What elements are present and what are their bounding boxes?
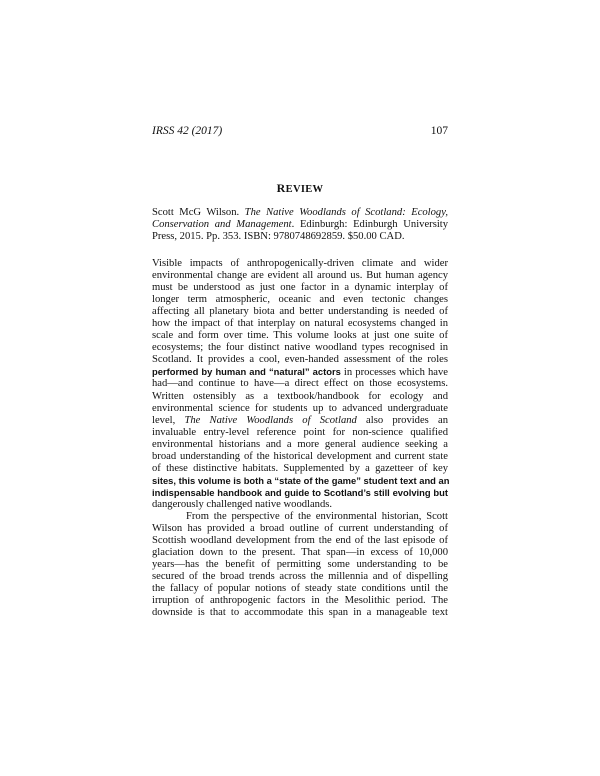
body-line: indispensable handbook and guide to Scotland’s still evolving but — [152, 486, 448, 498]
body-line: irruption of anthropogenic factors in the Mesolithic period. The — [152, 595, 448, 607]
review-body — [152, 258, 448, 619]
body-line: must be understood as just one factor in a dynamic interplay of — [152, 282, 448, 294]
body-line: affecting all planetary biota and better understanding is needed of — [152, 306, 448, 318]
section-title-initial: R — [276, 181, 286, 195]
citation-line: Press, 2015. Pp. 353. ISBN: 9780748692859. $50.00 CAD. — [152, 231, 405, 243]
body-run: level, — [152, 414, 185, 426]
body-run: also provides an — [356, 414, 449, 426]
citation-author: Scott McG Wilson. — [152, 207, 240, 218]
book-citation — [152, 207, 448, 243]
body-line — [152, 415, 448, 427]
body-line: downside is that to accommodate this span in a manageable text — [152, 607, 448, 619]
body-run: in processes which have — [340, 367, 448, 379]
body-line: invaluable entry-level reference point for non-science qualified — [152, 426, 448, 438]
body-line: years—has the benefit of permitting some understanding to be — [152, 559, 448, 571]
body-line: dangerously challenged native woodlands. — [152, 498, 333, 510]
body-line: longer term atmospheric, oceanic and even tectonic changes — [152, 294, 448, 306]
body-italic-title: The Native Woodlands of Scotland — [184, 414, 357, 426]
body-line: Scotland. It provides a cool, even-handed assessment of the roles — [152, 354, 448, 366]
citation-line — [152, 207, 448, 219]
body-bold-run: performed by human and “natural” actors — [152, 366, 341, 378]
body-line: Written ostensibly as a textbook/handbook for ecology and — [152, 390, 448, 402]
running-header — [152, 125, 448, 139]
citation-line — [152, 219, 448, 231]
body-line: Scottish woodland development from the end of the last episode of — [152, 535, 448, 547]
body-line: glaciation down to the present. That span—in excess of 10,000 — [152, 547, 448, 559]
body-line: environmental change are evident all around us. But human agency — [152, 270, 448, 282]
body-line: secured of the broad trends across the millennia and of dispelling — [152, 571, 448, 583]
citation-title-cont: Conservation and Management — [152, 219, 292, 231]
section-title — [152, 181, 448, 196]
body-line: how the impact of that interplay on natural ecosystems changed in — [152, 318, 448, 330]
body-line: environmental historians and a more general audience seeking a — [152, 438, 448, 450]
body-line: the fallacy of popular notions of steady state conditions until the — [152, 583, 448, 595]
body-line: broad understanding of the historical development and current state — [152, 450, 448, 462]
body-line: of these distinctive habitats. Supplemented by a gazetteer of key — [152, 462, 448, 474]
body-line: Visible impacts of anthropogenically-driven climate and wider — [152, 258, 448, 269]
journal-citation: IRSS 42 (2017) — [152, 125, 223, 137]
body-line: ecosystems; the four distinct native woodland types recognised in — [152, 342, 448, 354]
body-line — [152, 366, 448, 378]
body-line: Wilson has provided a broad outline of current understanding of — [152, 523, 448, 535]
body-line: environmental science for students up to advanced undergraduate — [152, 402, 448, 414]
body-line: sites, this volume is both a “state of the game” student text and an — [152, 474, 450, 486]
body-line: had—and continue to have—a direct effect on those ecosystems. — [152, 378, 448, 390]
citation-publisher: . Edinburgh: Edinburgh University — [291, 219, 448, 231]
page-number: 107 — [430, 125, 448, 137]
citation-title: The Native Woodlands of Scotland: Ecology, — [244, 207, 448, 218]
body-line: scale and form over time. This volume looks at just one suite of — [152, 330, 448, 342]
body-line: From the perspective of the environmental historian, Scott — [186, 510, 448, 522]
section-title-rest: EVIEW — [285, 184, 324, 195]
